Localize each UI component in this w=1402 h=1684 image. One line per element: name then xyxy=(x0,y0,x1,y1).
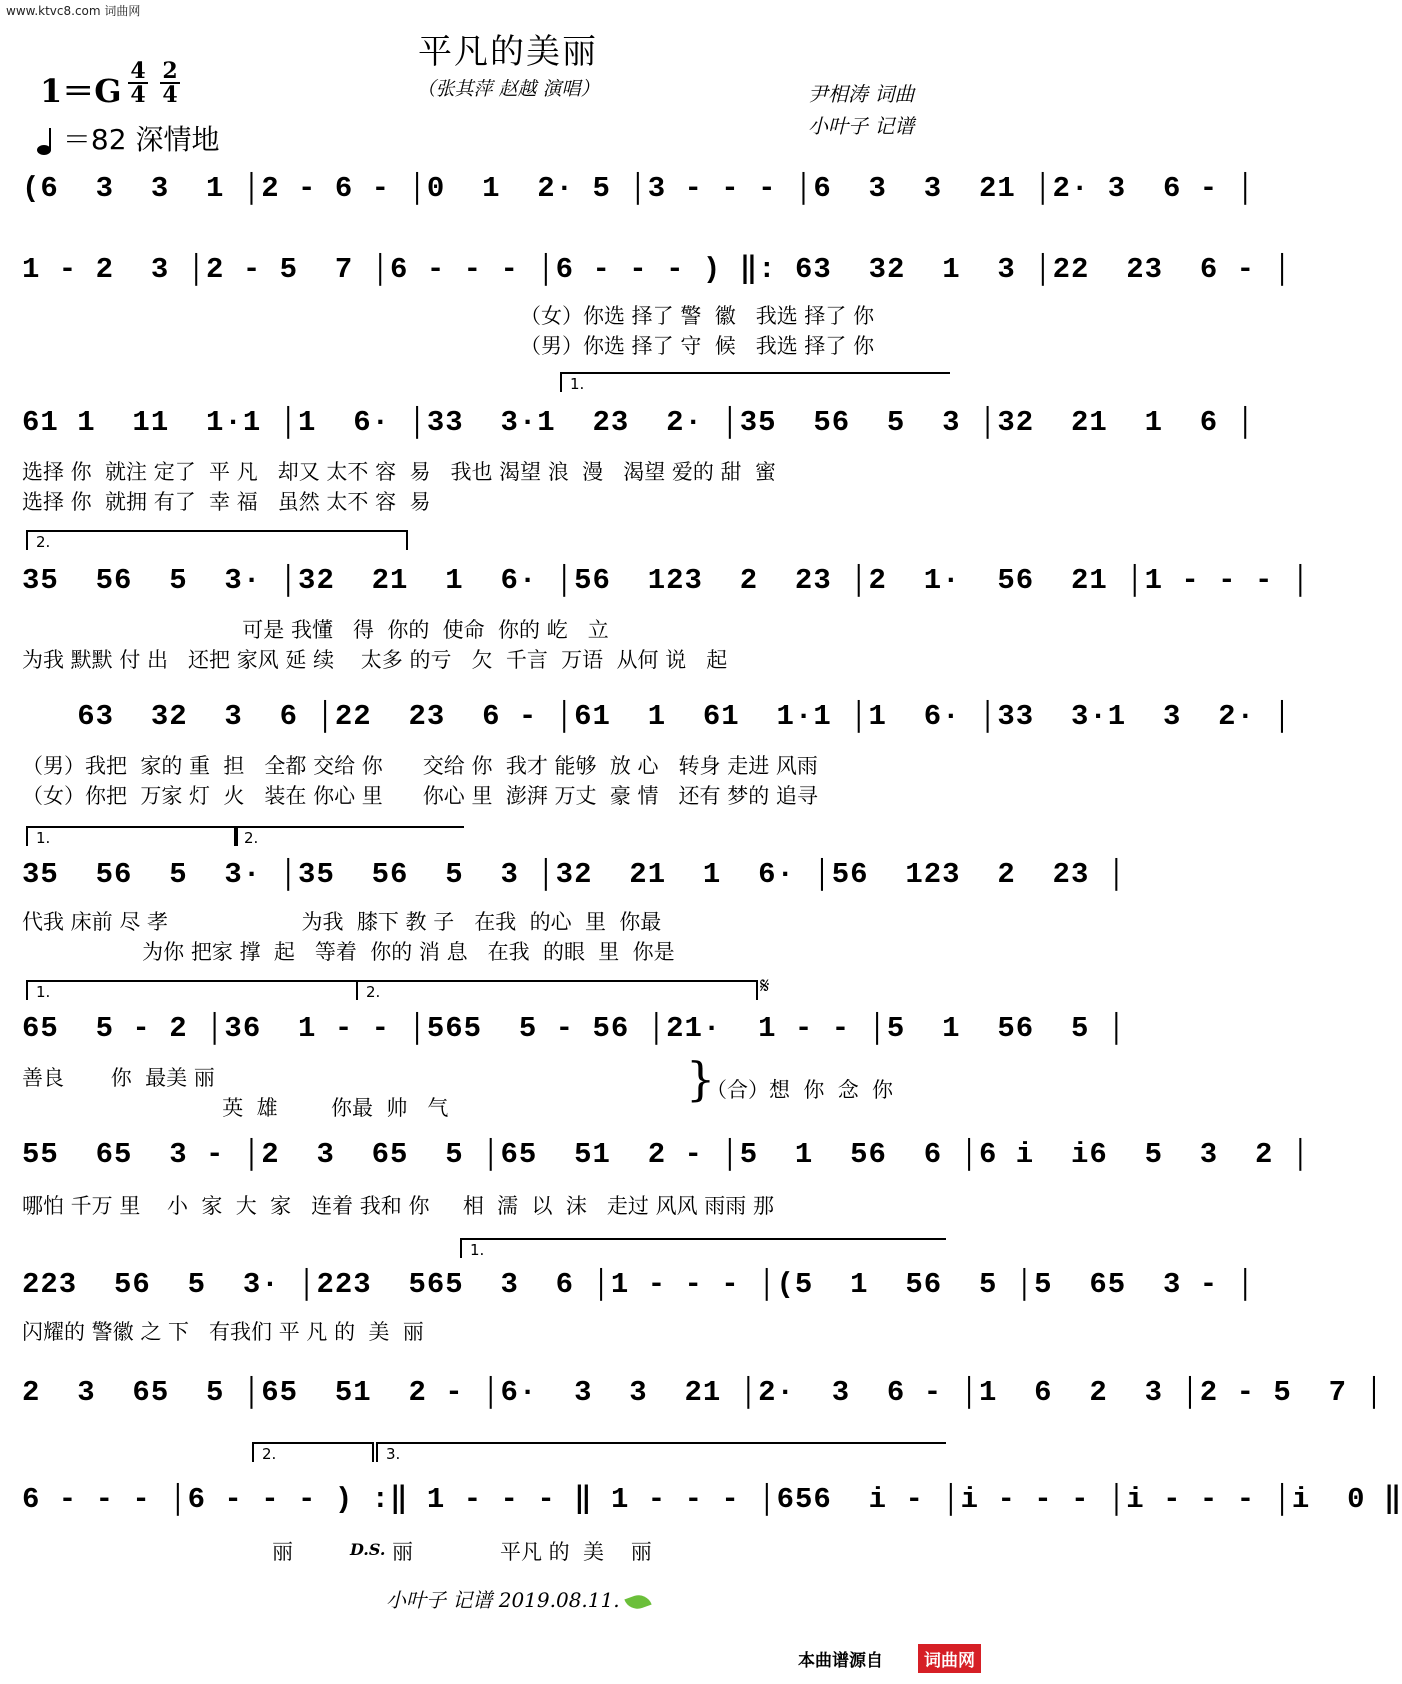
score-line-8: 55 65 3 - │2 3 65 5 │65 51 2 - │5 1 56 6 │6 i i6 5 3 2 │ xyxy=(22,1138,1311,1171)
time-sig-denominator: 4 xyxy=(130,82,146,108)
volta-first-ending: 1. xyxy=(26,980,358,1000)
volta-second-ending: 2. xyxy=(234,826,464,846)
tempo-marking xyxy=(36,118,219,158)
lyric-line: 为你 把家 撑 起 等着 你的 消 息 在我 的眼 里 你是 xyxy=(22,940,675,964)
lyric-line: 为我 默默 付 出 还把 家风 延 续 太多 的亏 欠 千言 万语 从何 说 起 xyxy=(22,648,728,672)
lyric-line: 英 雄 你最 帅 气 xyxy=(22,1096,449,1120)
score-line-5: 63 32 3 6 │22 23 6 - │61 1 61 1·1 │1 6· │33 3·1 3 2· │ xyxy=(22,700,1292,733)
time-sig-denominator: 4 xyxy=(162,82,178,108)
score-line-2: 1 - 2 3 │2 - 5 7 │6 - - - │6 - - - ) ‖: 63 32 1 3 │22 23 6 - │ xyxy=(22,253,1292,286)
score-line-11: 6 - - - │6 - - - ) :‖ 1 - - - ‖ 1 - - - │656 i - │i - - - │i - - - │i 0 ‖ xyxy=(22,1483,1402,1516)
page-title: 平凡的美丽 xyxy=(418,32,598,72)
lyric-line: 平凡 的 美 丽 xyxy=(500,1540,652,1564)
tempo-value: ＝82 xyxy=(62,123,127,156)
score-line-9: 223 56 5 3· │223 565 3 6 │1 - - - │(5 1 56 5 │5 65 3 - │ xyxy=(22,1268,1255,1301)
volta-third-ending: 3. xyxy=(376,1442,946,1462)
segno-icon: 𝄋 xyxy=(760,974,770,999)
lyricist-composer: 尹相涛 词曲 xyxy=(808,82,915,106)
score-line-1: (6 3 3 1 │2 - 6 - │0 1 2· 5 │3 - - - │6 3 3 21 │2· 3 6 - │ xyxy=(22,172,1255,205)
volta-second-ending: 2. xyxy=(252,1442,374,1462)
lyric-line: 闪耀的 警徽 之 下 有我们 平 凡 的 美 丽 xyxy=(22,1320,424,1344)
volta-first-ending: 1. xyxy=(460,1238,946,1258)
time-signature-2-4 xyxy=(158,60,182,106)
lyric-line: 选择 你 就注 定了 平 凡 却又 太不 容 易 我也 渴望 浪 漫 渴望 爱的 甜 蜜 xyxy=(22,460,776,484)
leaf-icon xyxy=(624,1591,651,1612)
lyric-line: 代我 床前 尽 孝 为我 膝下 教 子 在我 的心 里 你最 xyxy=(22,910,662,934)
score-line-10: 2 3 65 5 │65 51 2 - │6· 3 3 21 │2· 3 6 - │1 6 2 3 │2 - 5 7 │ xyxy=(22,1376,1384,1409)
lyric-line: 善良 你 最美 丽 xyxy=(22,1066,215,1090)
lyric-line: 丽 xyxy=(272,1540,293,1564)
volta-second-ending: 2. xyxy=(356,980,758,1000)
brace-icon: } xyxy=(686,1052,716,1106)
score-line-3: 61 1 11 1·1 │1 6· │33 3·1 23 2· │35 56 5 3 │32 21 1 6 │ xyxy=(22,406,1255,439)
expression: 深情地 xyxy=(135,123,220,156)
transcriber: 小叶子 记谱 xyxy=(808,114,915,138)
credit-text: 小叶子 记谱 2019.08.11. xyxy=(386,1588,620,1612)
lyric-line: 丽 xyxy=(392,1540,413,1564)
score-line-6: 35 56 5 3· │35 56 5 3 │32 21 1 6· │56 123 2 23 │ xyxy=(22,858,1127,891)
watermark: www.ktvc8.com 词曲网 xyxy=(6,4,141,18)
lyric-line: 哪怕 千万 里 小 家 大 家 连着 我和 你 相 濡 以 沫 走过 风风 雨雨 那 xyxy=(22,1194,774,1218)
lyric-line: （男）我把 家的 重 担 全都 交给 你 交给 你 我才 能够 放 心 转身 走进 风雨 xyxy=(22,754,818,778)
score-line-7: 65 5 - 2 │36 1 - - │565 5 - 56 │21· 1 - - │5 1 56 5 │ xyxy=(22,1012,1127,1045)
transcription-credit xyxy=(386,1584,650,1613)
lyric-line: （女）你把 万家 灯 火 装在 你心 里 你心 里 澎湃 万丈 豪 情 还有 梦的 追寻 xyxy=(22,784,818,808)
quarter-note-icon xyxy=(36,126,54,156)
time-sig-numerator: 2 xyxy=(162,58,178,84)
lyric-line: （合）想 你 念 你 xyxy=(706,1078,894,1102)
key-signature: 1＝G xyxy=(40,72,122,110)
lyric-line: 选择 你 就拥 有了 幸 福 虽然 太不 容 易 xyxy=(22,490,431,514)
site-logo[interactable]: 词曲网 xyxy=(918,1644,981,1673)
lyric-line: （男）你选 择了 守 候 我选 择了 你 xyxy=(520,334,875,358)
performers: （张其萍 赵越 演唱） xyxy=(416,78,600,100)
volta-first-ending: 1. xyxy=(560,372,950,392)
score-line-4: 35 56 5 3· │32 21 1 6· │56 123 2 23 │2 1· 56 21 │1 - - - │ xyxy=(22,564,1311,597)
volta-second-ending: 2. xyxy=(26,530,408,550)
time-sig-numerator: 4 xyxy=(130,58,146,84)
time-signature-4-4 xyxy=(126,60,150,106)
dal-segno-mark: D.S. xyxy=(350,1540,386,1559)
source-label: 本曲谱源自 xyxy=(798,1651,883,1671)
volta-first-ending: 1. xyxy=(26,826,238,846)
lyric-line: （女）你选 择了 警 徽 我选 择了 你 xyxy=(520,304,875,328)
lyric-line: 可是 我懂 得 你的 使命 你的 屹 立 xyxy=(22,618,609,642)
